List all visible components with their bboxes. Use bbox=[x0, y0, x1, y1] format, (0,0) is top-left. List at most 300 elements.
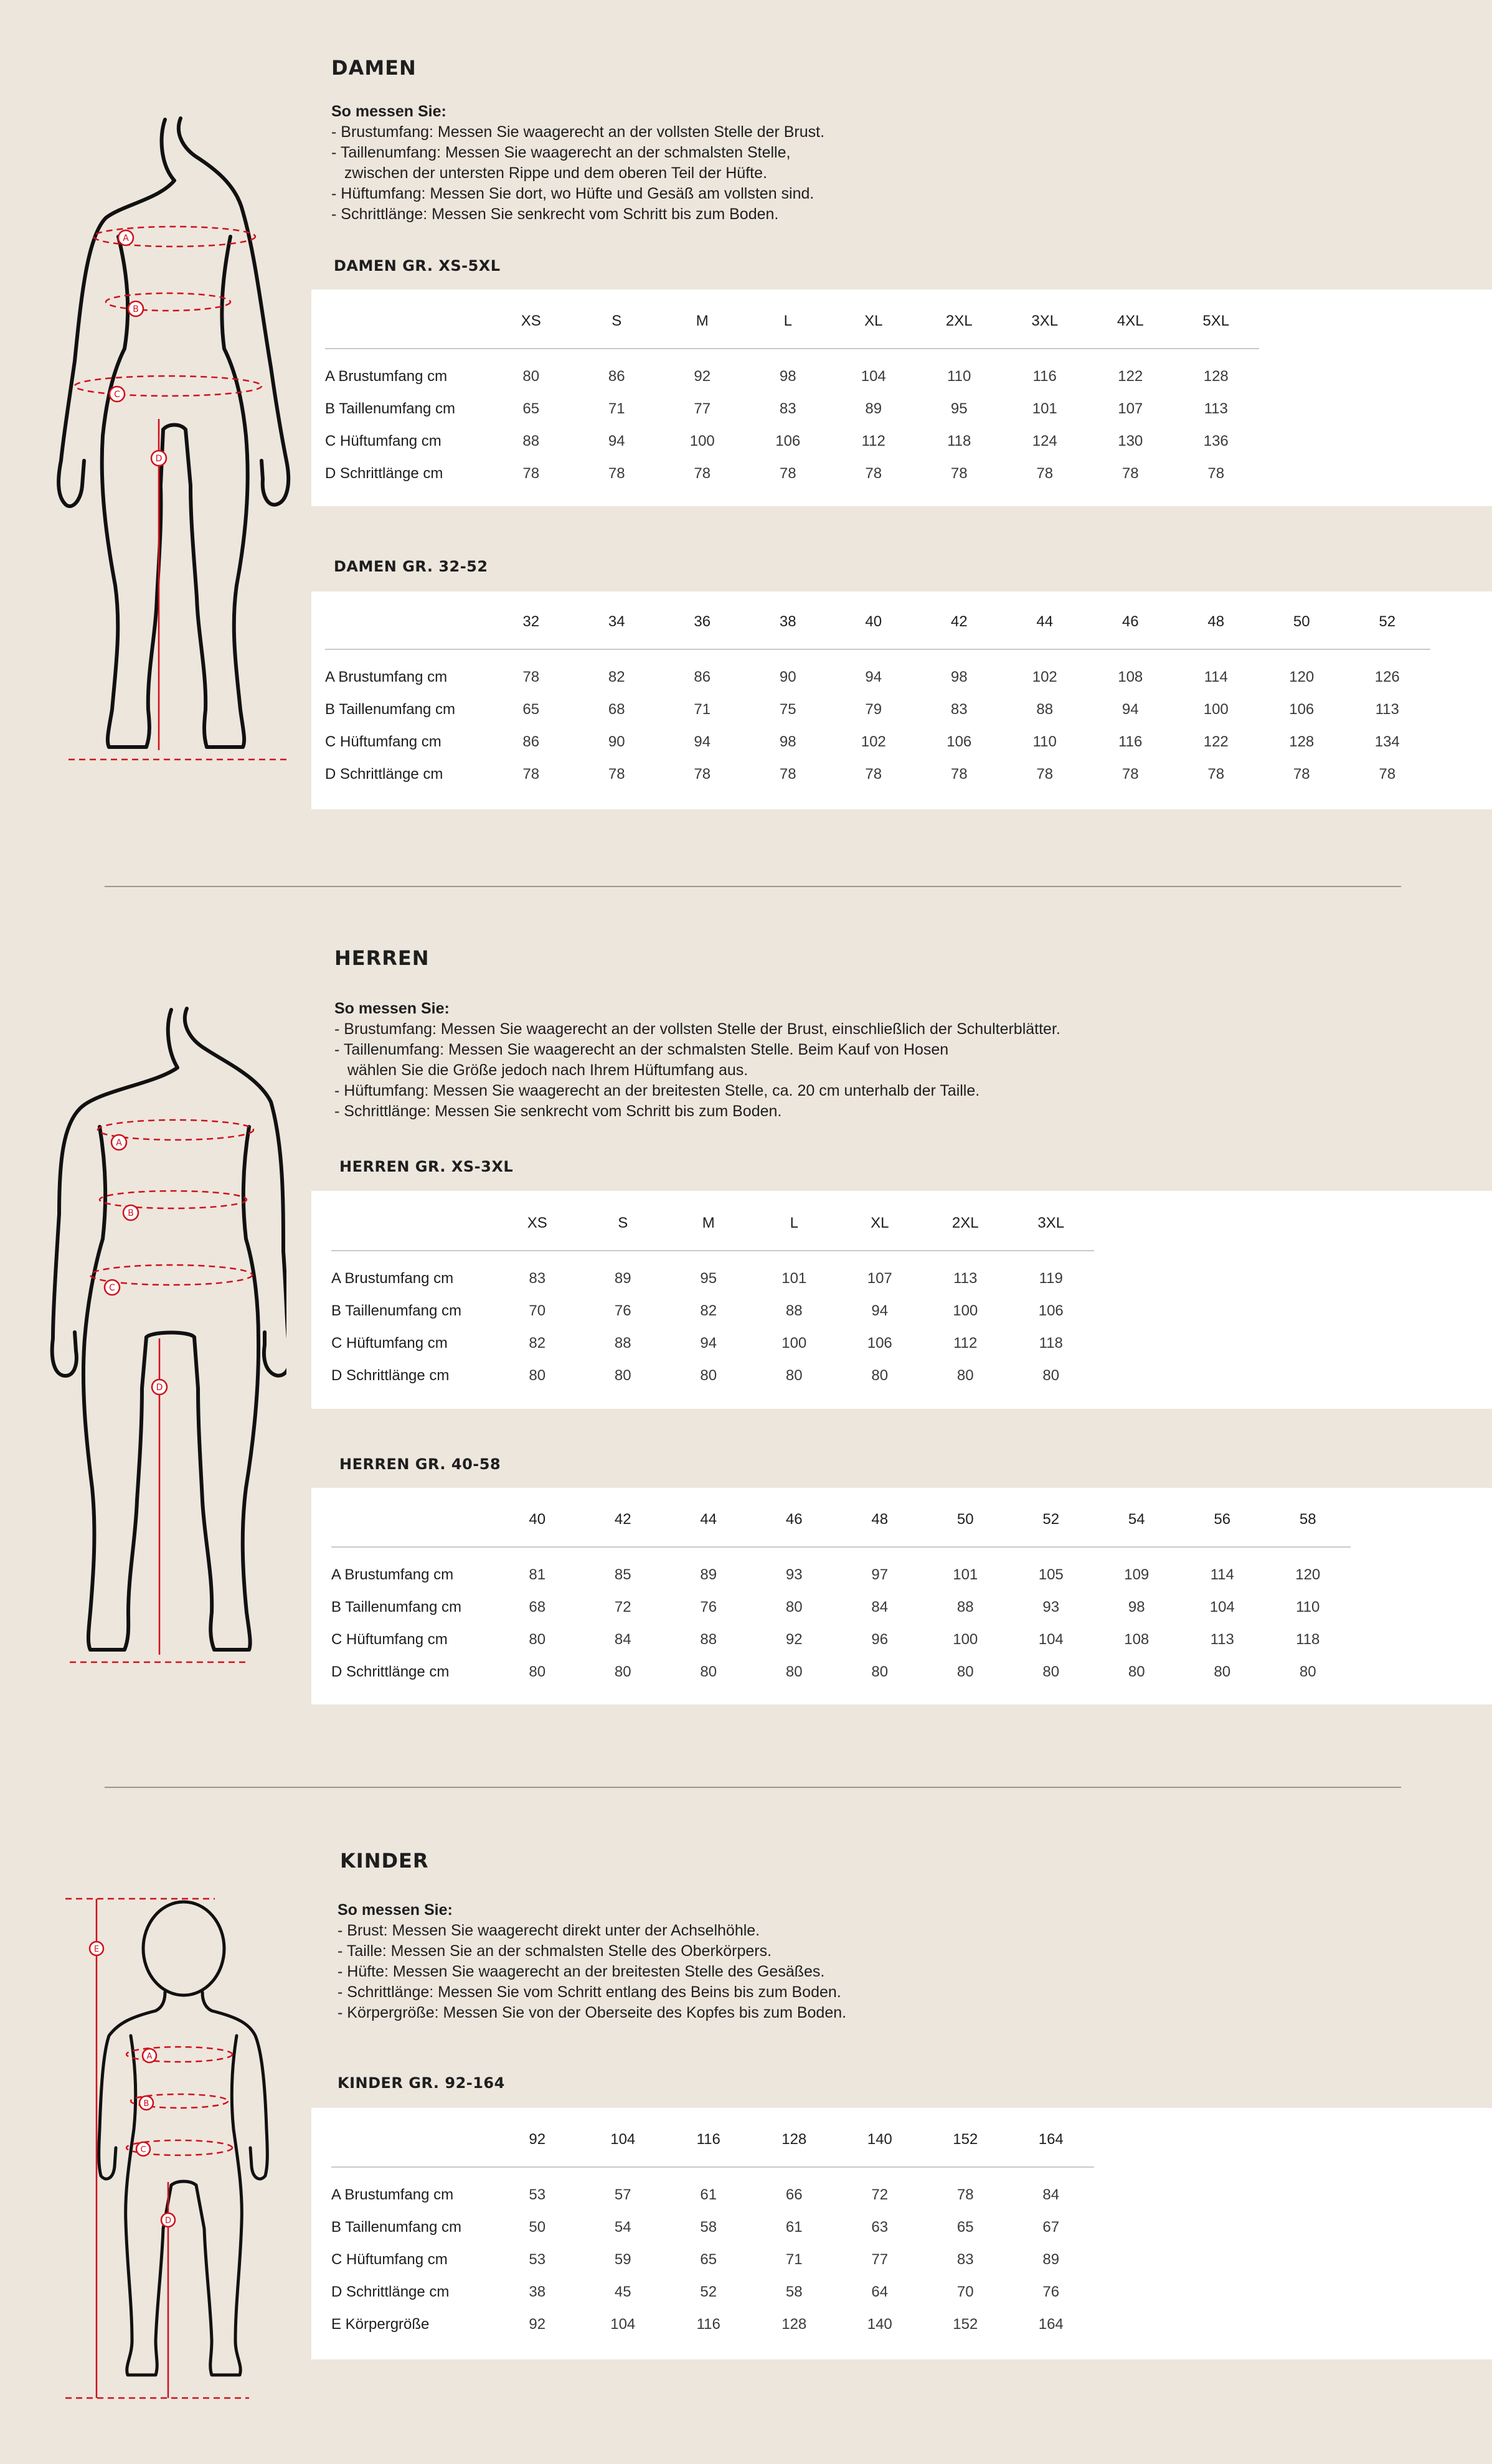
measurement-value: 80 bbox=[871, 1663, 889, 1680]
measurement-value: 84 bbox=[1042, 2186, 1060, 2203]
herren-marker-d: D bbox=[156, 1383, 163, 1393]
measurement-value: 110 bbox=[1032, 733, 1057, 750]
measurement-value: 82 bbox=[700, 1302, 717, 1319]
herren-heading: HERREN bbox=[334, 946, 430, 970]
table-row bbox=[331, 1624, 1351, 1656]
measurement-value: 64 bbox=[871, 2283, 889, 2300]
measurement-value: 93 bbox=[785, 1566, 803, 1583]
measurement-value: 102 bbox=[1032, 669, 1057, 685]
measurement-value: 107 bbox=[1118, 400, 1143, 417]
measurement-label: E Körpergröße bbox=[331, 2316, 430, 2333]
measurement-label: B Taillenumfang cm bbox=[331, 1599, 461, 1615]
damen-marker-d: D bbox=[155, 454, 163, 464]
measurement-value: 78 bbox=[956, 2186, 974, 2203]
measurement-value: 78 bbox=[522, 465, 540, 482]
size-column-header: 140 bbox=[837, 2113, 923, 2167]
size-column-header: 164 bbox=[1008, 2113, 1094, 2167]
measurement-value: 86 bbox=[522, 733, 540, 750]
size-column-header: 44 bbox=[666, 1493, 752, 1547]
measurement-value: 75 bbox=[779, 701, 796, 718]
kinder-table bbox=[331, 2113, 1094, 2341]
measurement-value: 116 bbox=[696, 2316, 720, 2333]
measurement-value: 116 bbox=[1118, 733, 1143, 750]
measurement-label: C Hüftumfang cm bbox=[331, 2251, 448, 2268]
measurement-value: 94 bbox=[865, 669, 882, 685]
measurement-label: B Taillenumfang cm bbox=[325, 701, 455, 718]
measurement-value: 38 bbox=[529, 2283, 546, 2300]
damen-marker-a: A bbox=[123, 233, 129, 243]
measurement-value: 164 bbox=[1038, 2316, 1064, 2333]
measurement-value: 71 bbox=[785, 2251, 803, 2268]
kinder-howto-line: - Körpergröße: Messen Sie von der Oberseite des Kopfes bis zum Boden. bbox=[338, 2004, 847, 2021]
herren-howto-line: - Hüftumfang: Messen Sie waagerecht an der breitesten Stelle, ca. 20 cm unterhalb der Taille. bbox=[334, 1082, 980, 1099]
measurement-value: 52 bbox=[700, 2283, 717, 2300]
size-column-header: 54 bbox=[1094, 1493, 1180, 1547]
measurement-value: 80 bbox=[522, 368, 540, 385]
measurement-label: C Hüftumfang cm bbox=[325, 733, 441, 750]
measurement-value: 110 bbox=[947, 368, 971, 385]
damen-table1 bbox=[325, 294, 1259, 490]
table-row bbox=[325, 649, 1430, 694]
table-row bbox=[331, 1295, 1094, 1327]
measurement-value: 80 bbox=[956, 1663, 974, 1680]
measurement-value: 78 bbox=[522, 669, 540, 685]
herren-howto-line: - Schrittlänge: Messen Sie senkrecht vom Schritt bis zum Boden. bbox=[334, 1103, 782, 1120]
table-row bbox=[325, 694, 1430, 726]
table-row bbox=[331, 2167, 1094, 2211]
measurement-value: 95 bbox=[950, 400, 968, 417]
measurement-value: 68 bbox=[529, 1599, 546, 1615]
measurement-value: 67 bbox=[1042, 2219, 1060, 2236]
measurement-value: 53 bbox=[529, 2251, 546, 2268]
measurement-value: 93 bbox=[1042, 1599, 1060, 1615]
herren-table1-title: HERREN GR. XS-3XL bbox=[339, 1158, 514, 1175]
measurement-value: 50 bbox=[529, 2219, 546, 2236]
measurement-value: 100 bbox=[781, 1335, 807, 1352]
table-header-label bbox=[331, 1197, 494, 1251]
herren-body-figure-icon bbox=[37, 1002, 286, 1687]
measurement-value: 80 bbox=[785, 1599, 803, 1615]
measurement-value: 100 bbox=[953, 1631, 978, 1648]
size-column-header: 46 bbox=[752, 1493, 838, 1547]
measurement-value: 80 bbox=[529, 1663, 546, 1680]
measurement-value: 106 bbox=[1038, 1302, 1064, 1319]
measurement-value: 76 bbox=[614, 1302, 631, 1319]
damen-heading: DAMEN bbox=[331, 56, 417, 80]
measurement-value: 53 bbox=[529, 2186, 546, 2203]
measurement-value: 72 bbox=[871, 2186, 889, 2203]
table-header-label bbox=[331, 1493, 494, 1547]
measurement-value: 65 bbox=[700, 2251, 717, 2268]
section-divider bbox=[105, 886, 1401, 887]
measurement-value: 83 bbox=[956, 2251, 974, 2268]
measurement-value: 109 bbox=[1124, 1566, 1150, 1583]
size-column-header: 40 bbox=[831, 595, 917, 649]
measurement-value: 45 bbox=[614, 2283, 631, 2300]
measurement-value: 58 bbox=[700, 2219, 717, 2236]
measurement-value: 88 bbox=[785, 1302, 803, 1319]
herren-marker-c: C bbox=[109, 1283, 115, 1293]
measurement-value: 88 bbox=[700, 1631, 717, 1648]
size-column-header: S bbox=[580, 1197, 666, 1251]
measurement-value: 80 bbox=[956, 1367, 974, 1384]
measurement-value: 119 bbox=[1039, 1270, 1063, 1287]
kinder-marker-d: D bbox=[164, 2216, 172, 2226]
measurement-value: 104 bbox=[610, 2316, 636, 2333]
measurement-value: 86 bbox=[694, 669, 711, 685]
measurement-value: 80 bbox=[1214, 1663, 1231, 1680]
table-row bbox=[325, 758, 1430, 791]
herren-marker-b: B bbox=[128, 1208, 134, 1218]
damen-marker-b: B bbox=[133, 304, 139, 314]
size-column-header: 2XL bbox=[917, 294, 1003, 349]
measurement-value: 92 bbox=[694, 368, 711, 385]
damen-table2 bbox=[325, 595, 1430, 791]
damen-howto bbox=[331, 101, 1452, 225]
size-column-header: XL bbox=[831, 294, 917, 349]
measurement-value: 58 bbox=[785, 2283, 803, 2300]
measurement-value: 78 bbox=[694, 766, 711, 783]
measurement-label: A Brustumfang cm bbox=[325, 368, 448, 385]
measurement-value: 104 bbox=[861, 368, 886, 385]
damen-howto-line: - Taillenumfang: Messen Sie waagerecht an der schmalsten Stelle, bbox=[331, 144, 791, 161]
damen-howto-line: - Hüftumfang: Messen Sie dort, wo Hüfte und Gesäß am vollsten sind. bbox=[331, 185, 814, 202]
measurement-value: 106 bbox=[1289, 701, 1315, 718]
table-row bbox=[331, 1656, 1351, 1688]
measurement-value: 94 bbox=[608, 433, 625, 449]
measurement-value: 94 bbox=[700, 1335, 717, 1352]
measurement-value: 83 bbox=[779, 400, 796, 417]
measurement-label: B Taillenumfang cm bbox=[325, 400, 455, 417]
measurement-value: 78 bbox=[1036, 465, 1054, 482]
damen-body-figure-icon bbox=[56, 112, 305, 772]
kinder-howto-line: - Schrittlänge: Messen Sie vom Schritt entlang des Beins bis zum Boden. bbox=[338, 1983, 841, 2001]
measurement-label: C Hüftumfang cm bbox=[331, 1631, 448, 1648]
measurement-value: 78 bbox=[1036, 766, 1054, 783]
measurement-value: 80 bbox=[1042, 1367, 1060, 1384]
damen-howto-line: zwischen der untersten Rippe und dem oberen Teil der Hüfte. bbox=[331, 164, 767, 182]
table-row bbox=[331, 2211, 1094, 2244]
measurement-value: 89 bbox=[1042, 2251, 1060, 2268]
size-column-header: 5XL bbox=[1173, 294, 1259, 349]
table-row bbox=[331, 2308, 1094, 2341]
kinder-marker-c: C bbox=[140, 2145, 146, 2155]
herren-howto bbox=[334, 999, 1468, 1122]
table-row bbox=[331, 1360, 1094, 1392]
damen-howto-line: - Brustumfang: Messen Sie waagerecht an der vollsten Stelle der Brust. bbox=[331, 123, 825, 141]
size-column-header: XS bbox=[494, 1197, 580, 1251]
measurement-label: B Taillenumfang cm bbox=[331, 1302, 461, 1319]
measurement-value: 112 bbox=[861, 433, 885, 449]
measurement-label: B Taillenumfang cm bbox=[331, 2219, 461, 2236]
table-row bbox=[325, 393, 1259, 425]
measurement-value: 80 bbox=[529, 1631, 546, 1648]
measurement-label: D Schrittlänge cm bbox=[325, 465, 443, 482]
table-row bbox=[331, 2276, 1094, 2308]
measurement-value: 54 bbox=[614, 2219, 631, 2236]
measurement-value: 80 bbox=[1299, 1663, 1316, 1680]
measurement-value: 80 bbox=[700, 1663, 717, 1680]
table-header-label bbox=[331, 2113, 494, 2167]
kinder-howto-line: - Hüfte: Messen Sie waagerecht an der breitesten Stelle des Gesäßes. bbox=[338, 1963, 825, 1980]
measurement-value: 94 bbox=[1121, 701, 1139, 718]
measurement-value: 78 bbox=[950, 766, 968, 783]
measurement-label: A Brustumfang cm bbox=[331, 1566, 454, 1583]
kinder-howto bbox=[338, 1900, 1458, 2023]
table-row bbox=[325, 349, 1259, 393]
size-column-header: 48 bbox=[1173, 595, 1259, 649]
measurement-value: 88 bbox=[956, 1599, 974, 1615]
measurement-value: 118 bbox=[1039, 1335, 1063, 1352]
measurement-value: 101 bbox=[1032, 400, 1057, 417]
measurement-value: 59 bbox=[614, 2251, 631, 2268]
measurement-value: 128 bbox=[1203, 368, 1229, 385]
measurement-value: 88 bbox=[1036, 701, 1054, 718]
size-column-header: 104 bbox=[580, 2113, 666, 2167]
measurement-value: 104 bbox=[1038, 1631, 1064, 1648]
size-column-header: 46 bbox=[1088, 595, 1174, 649]
measurement-value: 114 bbox=[1204, 669, 1228, 685]
measurement-label: D Schrittlänge cm bbox=[331, 1663, 450, 1680]
measurement-value: 101 bbox=[781, 1270, 807, 1287]
measurement-value: 116 bbox=[1032, 368, 1057, 385]
size-column-header: 50 bbox=[923, 1493, 1009, 1547]
size-column-header: 56 bbox=[1179, 1493, 1265, 1547]
herren-table1 bbox=[331, 1197, 1094, 1392]
kinder-table-title: KINDER GR. 92-164 bbox=[338, 2074, 505, 2092]
measurement-value: 113 bbox=[1210, 1631, 1234, 1648]
measurement-value: 100 bbox=[953, 1302, 978, 1319]
measurement-value: 78 bbox=[608, 766, 625, 783]
measurement-value: 78 bbox=[1207, 465, 1225, 482]
kinder-heading: KINDER bbox=[340, 1849, 429, 1873]
measurement-label: D Schrittlänge cm bbox=[331, 2283, 450, 2300]
measurement-value: 136 bbox=[1203, 433, 1229, 449]
size-column-header: 40 bbox=[494, 1493, 580, 1547]
measurement-value: 80 bbox=[785, 1367, 803, 1384]
size-column-header: 50 bbox=[1259, 595, 1345, 649]
size-column-header: 38 bbox=[745, 595, 831, 649]
measurement-value: 89 bbox=[614, 1270, 631, 1287]
measurement-label: A Brustumfang cm bbox=[331, 2186, 454, 2203]
measurement-value: 102 bbox=[861, 733, 886, 750]
herren-howto-line: - Brustumfang: Messen Sie waagerecht an der vollsten Stelle der Brust, einschließlich der Schulterblätter. bbox=[334, 1020, 1060, 1038]
measurement-value: 82 bbox=[529, 1335, 546, 1352]
kinder-howto-line: - Taille: Messen Sie an der schmalsten Stelle des Oberkörpers. bbox=[338, 1942, 772, 1960]
measurement-value: 80 bbox=[614, 1663, 631, 1680]
herren-howto-line: - Taillenumfang: Messen Sie waagerecht an der schmalsten Stelle. Beim Kauf von Hosen bbox=[334, 1041, 949, 1058]
size-column-header: L bbox=[745, 294, 831, 349]
measurement-value: 78 bbox=[1379, 766, 1396, 783]
measurement-value: 118 bbox=[947, 433, 971, 449]
measurement-value: 112 bbox=[953, 1335, 978, 1352]
measurement-value: 128 bbox=[1289, 733, 1315, 750]
herren-table2-title: HERREN GR. 40-58 bbox=[339, 1455, 501, 1473]
measurement-value: 79 bbox=[865, 701, 882, 718]
table-row bbox=[331, 1251, 1094, 1295]
size-column-header: M bbox=[659, 294, 745, 349]
measurement-value: 80 bbox=[871, 1367, 889, 1384]
measurement-value: 98 bbox=[779, 733, 796, 750]
measurement-value: 81 bbox=[529, 1566, 546, 1583]
measurement-value: 95 bbox=[700, 1270, 717, 1287]
size-column-header: 44 bbox=[1002, 595, 1088, 649]
measurement-label: C Hüftumfang cm bbox=[331, 1335, 448, 1352]
measurement-label: A Brustumfang cm bbox=[325, 669, 448, 685]
measurement-value: 78 bbox=[1293, 766, 1310, 783]
measurement-value: 100 bbox=[689, 433, 715, 449]
measurement-value: 114 bbox=[1210, 1566, 1234, 1583]
measurement-value: 98 bbox=[950, 669, 968, 685]
measurement-value: 98 bbox=[1128, 1599, 1145, 1615]
measurement-value: 80 bbox=[700, 1367, 717, 1384]
size-column-header: 42 bbox=[580, 1493, 666, 1547]
measurement-value: 78 bbox=[779, 465, 796, 482]
measurement-value: 124 bbox=[1032, 433, 1057, 449]
measurement-value: 92 bbox=[785, 1631, 803, 1648]
kinder-marker-a: A bbox=[146, 2052, 153, 2061]
measurement-value: 76 bbox=[1042, 2283, 1060, 2300]
measurement-value: 88 bbox=[522, 433, 540, 449]
measurement-value: 80 bbox=[1042, 1663, 1060, 1680]
measurement-value: 106 bbox=[947, 733, 972, 750]
table-row bbox=[325, 726, 1430, 758]
size-column-header: 128 bbox=[752, 2113, 838, 2167]
measurement-value: 78 bbox=[779, 766, 796, 783]
damen-table1-title: DAMEN GR. XS-5XL bbox=[334, 257, 501, 275]
measurement-value: 65 bbox=[956, 2219, 974, 2236]
measurement-value: 89 bbox=[700, 1566, 717, 1583]
measurement-value: 70 bbox=[956, 2283, 974, 2300]
measurement-value: 89 bbox=[865, 400, 882, 417]
damen-table2-title: DAMEN GR. 32-52 bbox=[334, 558, 488, 575]
table-header-label bbox=[325, 294, 488, 349]
measurement-value: 108 bbox=[1118, 669, 1143, 685]
measurement-value: 83 bbox=[529, 1270, 546, 1287]
measurement-value: 78 bbox=[608, 465, 625, 482]
measurement-value: 80 bbox=[1128, 1663, 1145, 1680]
measurement-value: 80 bbox=[614, 1367, 631, 1384]
size-column-header: 116 bbox=[666, 2113, 752, 2167]
measurement-value: 65 bbox=[522, 400, 540, 417]
measurement-value: 78 bbox=[1121, 465, 1139, 482]
size-column-header: 52 bbox=[1344, 595, 1430, 649]
kinder-body-figure-icon bbox=[62, 1893, 299, 2403]
measurement-value: 110 bbox=[1296, 1599, 1320, 1615]
measurement-value: 140 bbox=[867, 2316, 892, 2333]
measurement-value: 113 bbox=[1375, 701, 1399, 718]
measurement-value: 104 bbox=[1209, 1599, 1235, 1615]
measurement-value: 105 bbox=[1038, 1566, 1064, 1583]
measurement-value: 72 bbox=[614, 1599, 631, 1615]
measurement-label: D Schrittlänge cm bbox=[331, 1367, 450, 1384]
size-column-header: 4XL bbox=[1088, 294, 1174, 349]
measurement-value: 113 bbox=[1204, 400, 1228, 417]
measurement-value: 97 bbox=[871, 1566, 889, 1583]
measurement-value: 77 bbox=[694, 400, 711, 417]
herren-howto-line: wählen Sie die Größe jedoch nach Ihrem Hüftumfang aus. bbox=[334, 1061, 748, 1079]
table-row bbox=[331, 2244, 1094, 2276]
damen-howto-title: So messen Sie: bbox=[331, 103, 446, 120]
measurement-value: 61 bbox=[700, 2186, 717, 2203]
measurement-value: 80 bbox=[785, 1663, 803, 1680]
size-column-header: 2XL bbox=[923, 1197, 1009, 1251]
size-column-header: 152 bbox=[923, 2113, 1009, 2167]
size-column-header: 3XL bbox=[1002, 294, 1088, 349]
measurement-value: 92 bbox=[529, 2316, 546, 2333]
table-row bbox=[325, 425, 1259, 458]
table-header-label bbox=[325, 595, 488, 649]
measurement-value: 57 bbox=[614, 2186, 631, 2203]
measurement-value: 80 bbox=[529, 1367, 546, 1384]
measurement-value: 70 bbox=[529, 1302, 546, 1319]
herren-marker-a: A bbox=[116, 1138, 122, 1148]
size-column-header: 58 bbox=[1265, 1493, 1351, 1547]
size-column-header: 48 bbox=[837, 1493, 923, 1547]
size-column-header: 3XL bbox=[1008, 1197, 1094, 1251]
measurement-label: A Brustumfang cm bbox=[331, 1270, 454, 1287]
measurement-value: 90 bbox=[779, 669, 796, 685]
measurement-value: 77 bbox=[871, 2251, 889, 2268]
size-column-header: 52 bbox=[1008, 1493, 1094, 1547]
table-row bbox=[331, 1547, 1351, 1591]
measurement-value: 122 bbox=[1203, 733, 1229, 750]
measurement-value: 94 bbox=[694, 733, 711, 750]
measurement-value: 78 bbox=[522, 766, 540, 783]
damen-howto-line: - Schrittlänge: Messen Sie senkrecht vom Schritt bis zum Boden. bbox=[331, 205, 779, 223]
size-column-header: 34 bbox=[574, 595, 660, 649]
measurement-value: 113 bbox=[953, 1270, 978, 1287]
kinder-howto-line: - Brust: Messen Sie waagerecht direkt unter der Achselhöhle. bbox=[338, 1922, 760, 1939]
measurement-value: 85 bbox=[614, 1566, 631, 1583]
measurement-value: 84 bbox=[871, 1599, 889, 1615]
measurement-value: 71 bbox=[608, 400, 625, 417]
measurement-value: 106 bbox=[867, 1335, 892, 1352]
measurement-value: 106 bbox=[775, 433, 801, 449]
herren-table2 bbox=[331, 1493, 1351, 1688]
measurement-value: 100 bbox=[1203, 701, 1229, 718]
measurement-value: 61 bbox=[785, 2219, 803, 2236]
measurement-value: 134 bbox=[1374, 733, 1400, 750]
size-column-header: 36 bbox=[659, 595, 745, 649]
measurement-value: 78 bbox=[694, 465, 711, 482]
measurement-value: 66 bbox=[785, 2186, 803, 2203]
measurement-value: 78 bbox=[865, 465, 882, 482]
measurement-value: 84 bbox=[614, 1631, 631, 1648]
measurement-value: 63 bbox=[871, 2219, 889, 2236]
table-row bbox=[331, 1591, 1351, 1624]
measurement-value: 101 bbox=[953, 1566, 978, 1583]
measurement-value: 78 bbox=[865, 766, 882, 783]
measurement-value: 108 bbox=[1124, 1631, 1150, 1648]
measurement-value: 82 bbox=[608, 669, 625, 685]
size-column-header: XS bbox=[488, 294, 574, 349]
herren-howto-title: So messen Sie: bbox=[334, 1000, 450, 1017]
measurement-value: 88 bbox=[614, 1335, 631, 1352]
measurement-value: 83 bbox=[950, 701, 968, 718]
measurement-value: 130 bbox=[1118, 433, 1143, 449]
measurement-value: 98 bbox=[779, 368, 796, 385]
measurement-value: 90 bbox=[608, 733, 625, 750]
table-row bbox=[325, 458, 1259, 490]
measurement-value: 94 bbox=[871, 1302, 889, 1319]
measurement-value: 71 bbox=[694, 701, 711, 718]
measurement-label: C Hüftumfang cm bbox=[325, 433, 441, 449]
kinder-howto-title: So messen Sie: bbox=[338, 1901, 453, 1919]
measurement-value: 128 bbox=[781, 2316, 807, 2333]
measurement-value: 78 bbox=[1207, 766, 1225, 783]
measurement-value: 126 bbox=[1374, 669, 1400, 685]
